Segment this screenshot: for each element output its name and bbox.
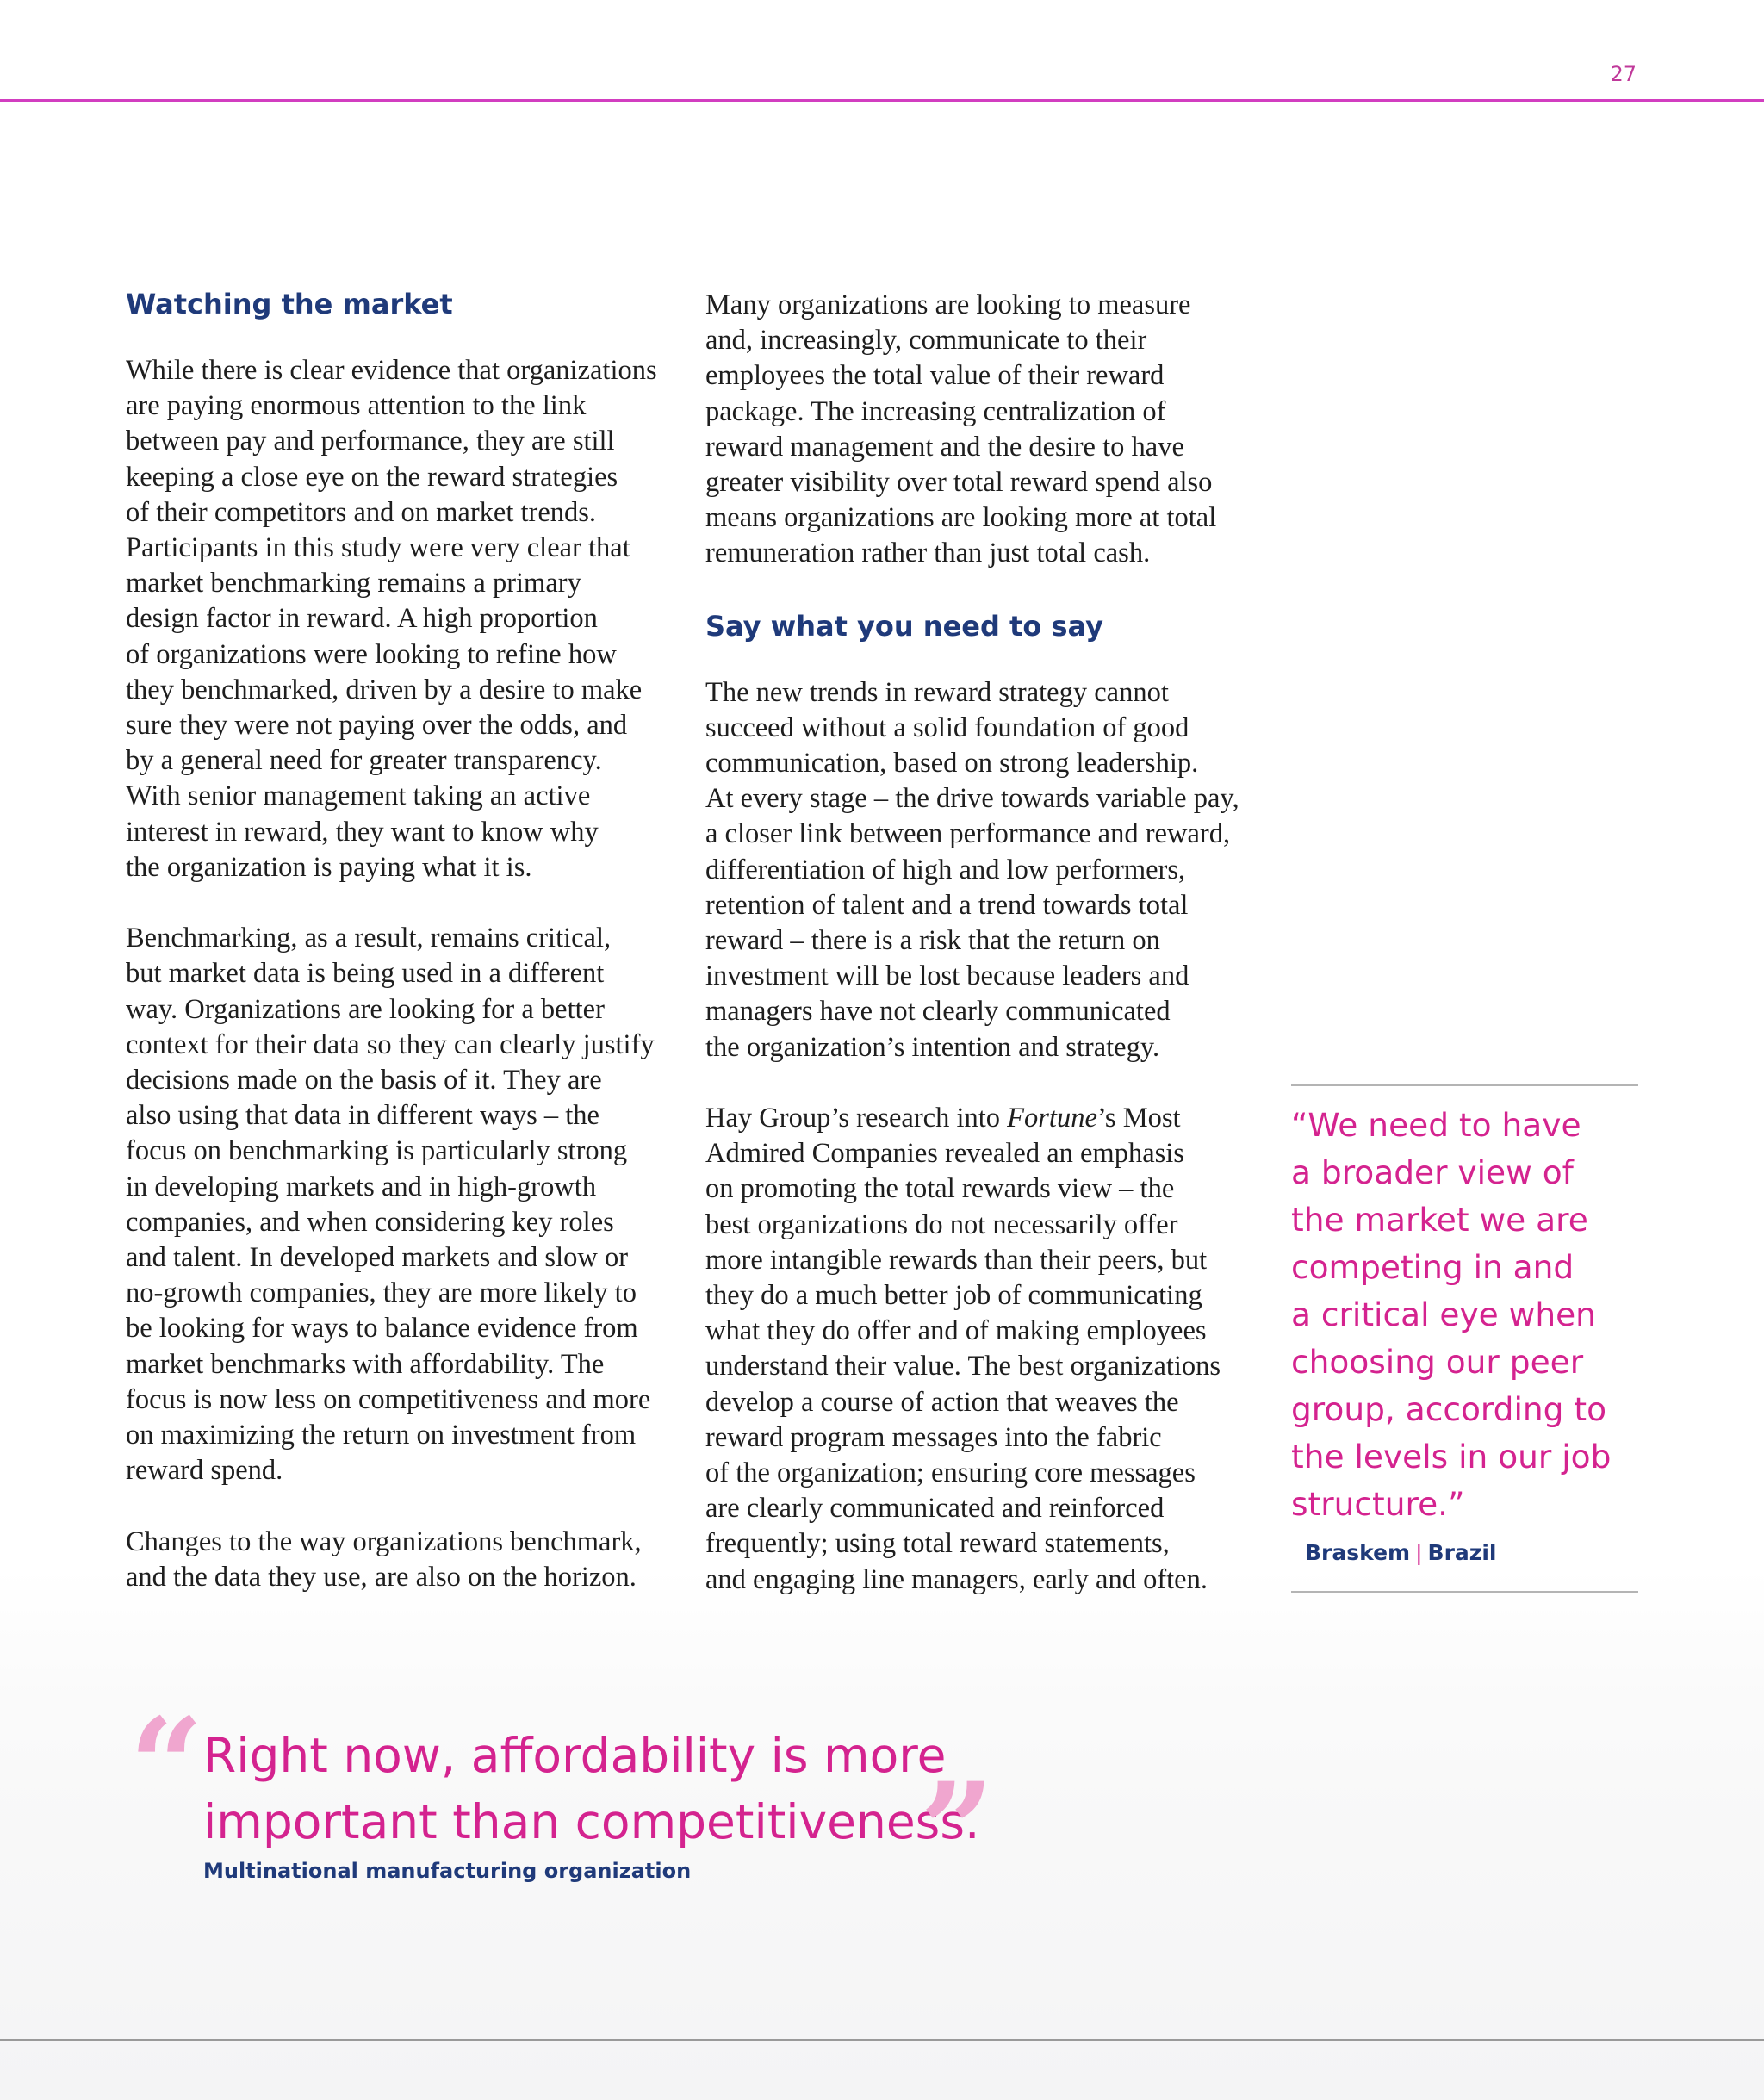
header-rule	[0, 99, 1764, 102]
section-heading-watching-the-market: Watching the market	[126, 288, 453, 320]
sidebar-quote	[1291, 1084, 1638, 1593]
close-quote-mark-icon: ”	[920, 1755, 995, 1906]
sidebar-quote-text: “We need to have a broader view of the market we are competing in and a critical eye when choosing our peer group, according to the levels in our job structure.”	[1291, 1106, 1612, 1523]
body-paragraph: Many organizations are looking to measure and, increasingly, communicate to their employees the total value of their reward package. The increasing centralization of reward management and the desire to have greater visibility over total reward spend also means organizations are looking more at total remuneration rather than just total cash.	[705, 289, 1217, 569]
page-number: 27	[1610, 62, 1637, 86]
fortune-italic-title: Fortune	[1007, 1103, 1097, 1134]
attribution-company: Braskem	[1305, 1540, 1411, 1565]
paragraph-text-start: Hay Group’s research into	[705, 1103, 1008, 1134]
paragraph-text-rest: ’s Most Admired Companies revealed an emphasis on promoting the total rewards view – the best organizations do not necessarily offer more intangible rewards than their peers, but they do a much better job of communicating what they do offer and of making employees understand their value. The best organizations develop a course of action that weaves the reward program messages into the fabric of the organization; ensuring core messages are clearly communicated and reinforced frequently; using total reward statements, and engaging line managers, early and often.	[705, 1103, 1221, 1595]
footer-rule	[0, 2039, 1764, 2041]
section-heading-say-what-you-need-to-say: Say what you need to say	[705, 609, 1103, 643]
left-column	[126, 284, 677, 1595]
sidebar-quote-attribution	[1305, 1540, 1638, 1565]
body-paragraph-fortune	[705, 1101, 1257, 1598]
body-paragraph: While there is clear evidence that organizations are paying enormous attention to the link between pay and performance, they are still keeping a close eye on the reward strategies of their competitors and on market trends. Participants in this study were very clear that market benchmarking remains a primary design factor in reward. A high proportion of organizations were looking to refine how they benchmarked, driven by a desire to make sure they were not paying over the odds, and by a general need for greater transparency. With senior management taking an active interest in reward, they want to know why the organization is paying what it is.	[126, 355, 657, 883]
attribution-country: Brazil	[1427, 1540, 1497, 1565]
middle-column	[705, 288, 1257, 1598]
body-paragraph: Benchmarking, as a result, remains critical, but market data is being used in a different way. Organizations are looking for a better context for their data so they can clearly justify decisions made on the basis of it. They are also using that data in different ways – the focus on benchmarking is particularly strong in developing markets and in high-growth companies, and when considering key roles and talent. In developed markets and slow or no-growth companies, they are more likely to be looking for ways to balance evidence from market benchmarks with affordability. The focus is now less on competitiveness and more on maximizing the return on investment from reward spend.	[126, 923, 655, 1487]
open-quote-mark-icon: “	[129, 1690, 204, 1842]
pull-quote-text: Right now, affordability is more important than competitiveness.	[203, 1728, 980, 1849]
body-paragraph: The new trends in reward strategy cannot succeed without a solid foundation of good communication, based on strong leadership. At every stage – the drive towards variable pay, a closer link between performance and reward, differentiation of high and low performers, retention of talent and a trend towards total reward – there is a risk that the return on investment will be lost because leaders and managers have not clearly communicated the organization’s intention and strategy.	[705, 676, 1239, 1063]
body-paragraph: Changes to the way organizations benchmark, and the data they use, are also on the horizon.	[126, 1525, 642, 1593]
attribution-separator: |	[1415, 1540, 1423, 1565]
pull-quote-attribution: Multinational manufacturing organization	[203, 1859, 692, 1883]
